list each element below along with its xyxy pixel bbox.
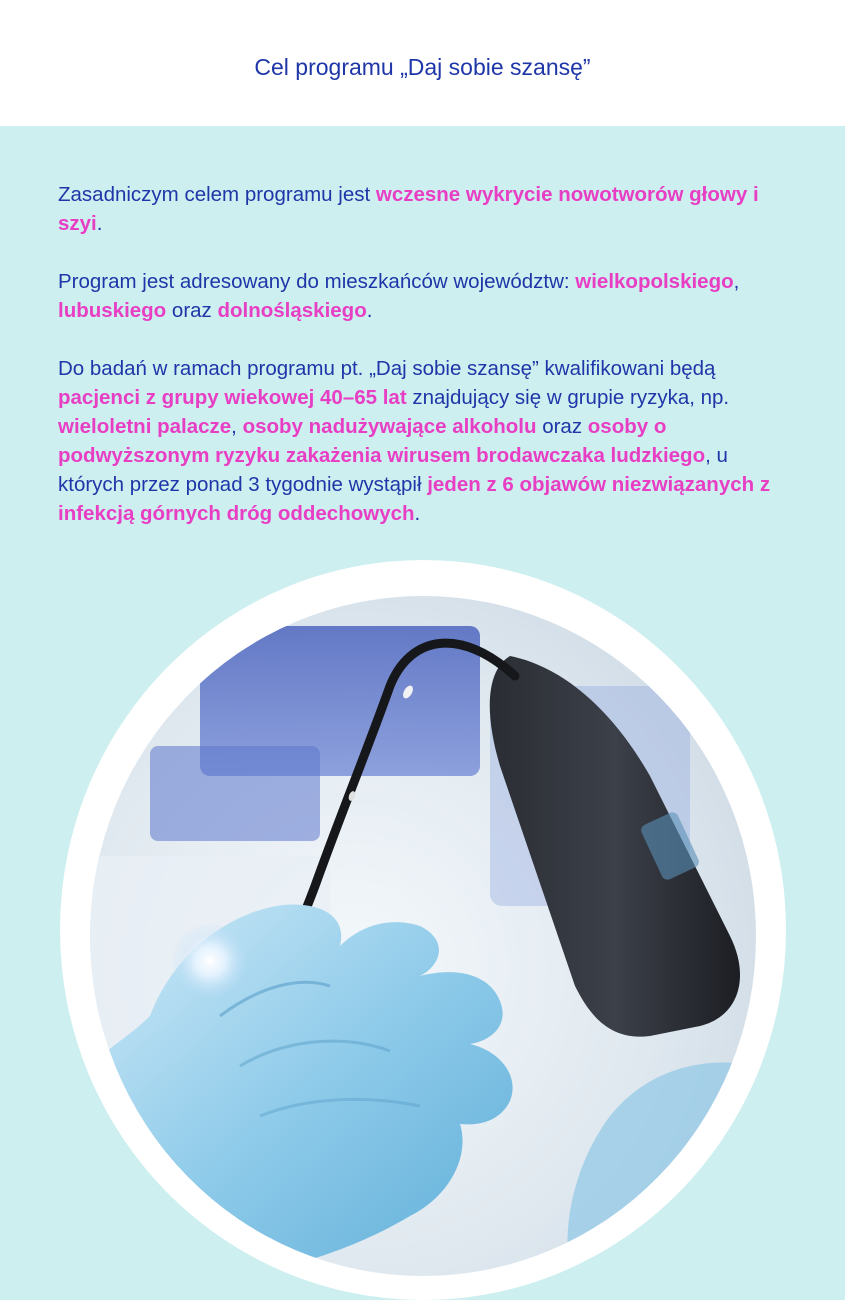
text-span: Program jest adresowany do mieszkańców województw: <box>58 270 576 293</box>
text-span: . <box>96 212 103 235</box>
paragraph-eligibility <box>58 354 778 528</box>
highlight-span: wielkopolskiego <box>575 270 734 293</box>
highlight-span: lubuskiego <box>58 299 167 322</box>
paragraph-goal <box>58 180 778 238</box>
text-span: znajdujący się w grupie ryzyka, np. <box>406 386 730 409</box>
highlight-span: osoby nadużywające alkoholu <box>242 415 537 438</box>
endoscope-photo <box>90 596 756 1276</box>
highlight-span: wieloletni palacze <box>58 415 232 438</box>
text-span: oraz <box>536 415 588 438</box>
highlight-span: wczesne wykrycie nowotworów głowy i szyi <box>58 183 759 235</box>
text-span: Zasadniczym celem programu jest <box>58 183 376 206</box>
text-span: , <box>733 270 740 293</box>
text-span: , u których przez ponad 3 tygodnie wystąpił <box>58 444 728 496</box>
text-span: oraz <box>166 299 218 322</box>
paragraph-regions <box>58 267 778 325</box>
main-content <box>58 180 778 557</box>
blurred-shelf <box>150 746 320 841</box>
text-span: Do badań w ramach programu pt. „Daj sobie szansę” kwalifikowani będą <box>58 357 716 380</box>
highlight-span: jeden z 6 objawów niezwiązanych z infekcją górnych dróg oddechowych <box>58 473 771 525</box>
text-span: . <box>366 299 373 322</box>
page-title: Cel programu „Daj sobie szansę” <box>254 54 591 80</box>
header-band <box>0 0 845 126</box>
highlight-span: pacjenci z grupy wiekowej 40–65 lat <box>58 386 407 409</box>
highlight-span: dolnośląskiego <box>217 299 367 322</box>
highlight-span: osoby o podwyższonym ryzyku zakażenia wirusem brodawczaka ludzkiego <box>58 415 706 467</box>
text-span: . <box>414 502 421 525</box>
scope-light <box>172 923 248 999</box>
endoscope-illustration <box>90 596 756 1276</box>
text-span: , <box>231 415 243 438</box>
